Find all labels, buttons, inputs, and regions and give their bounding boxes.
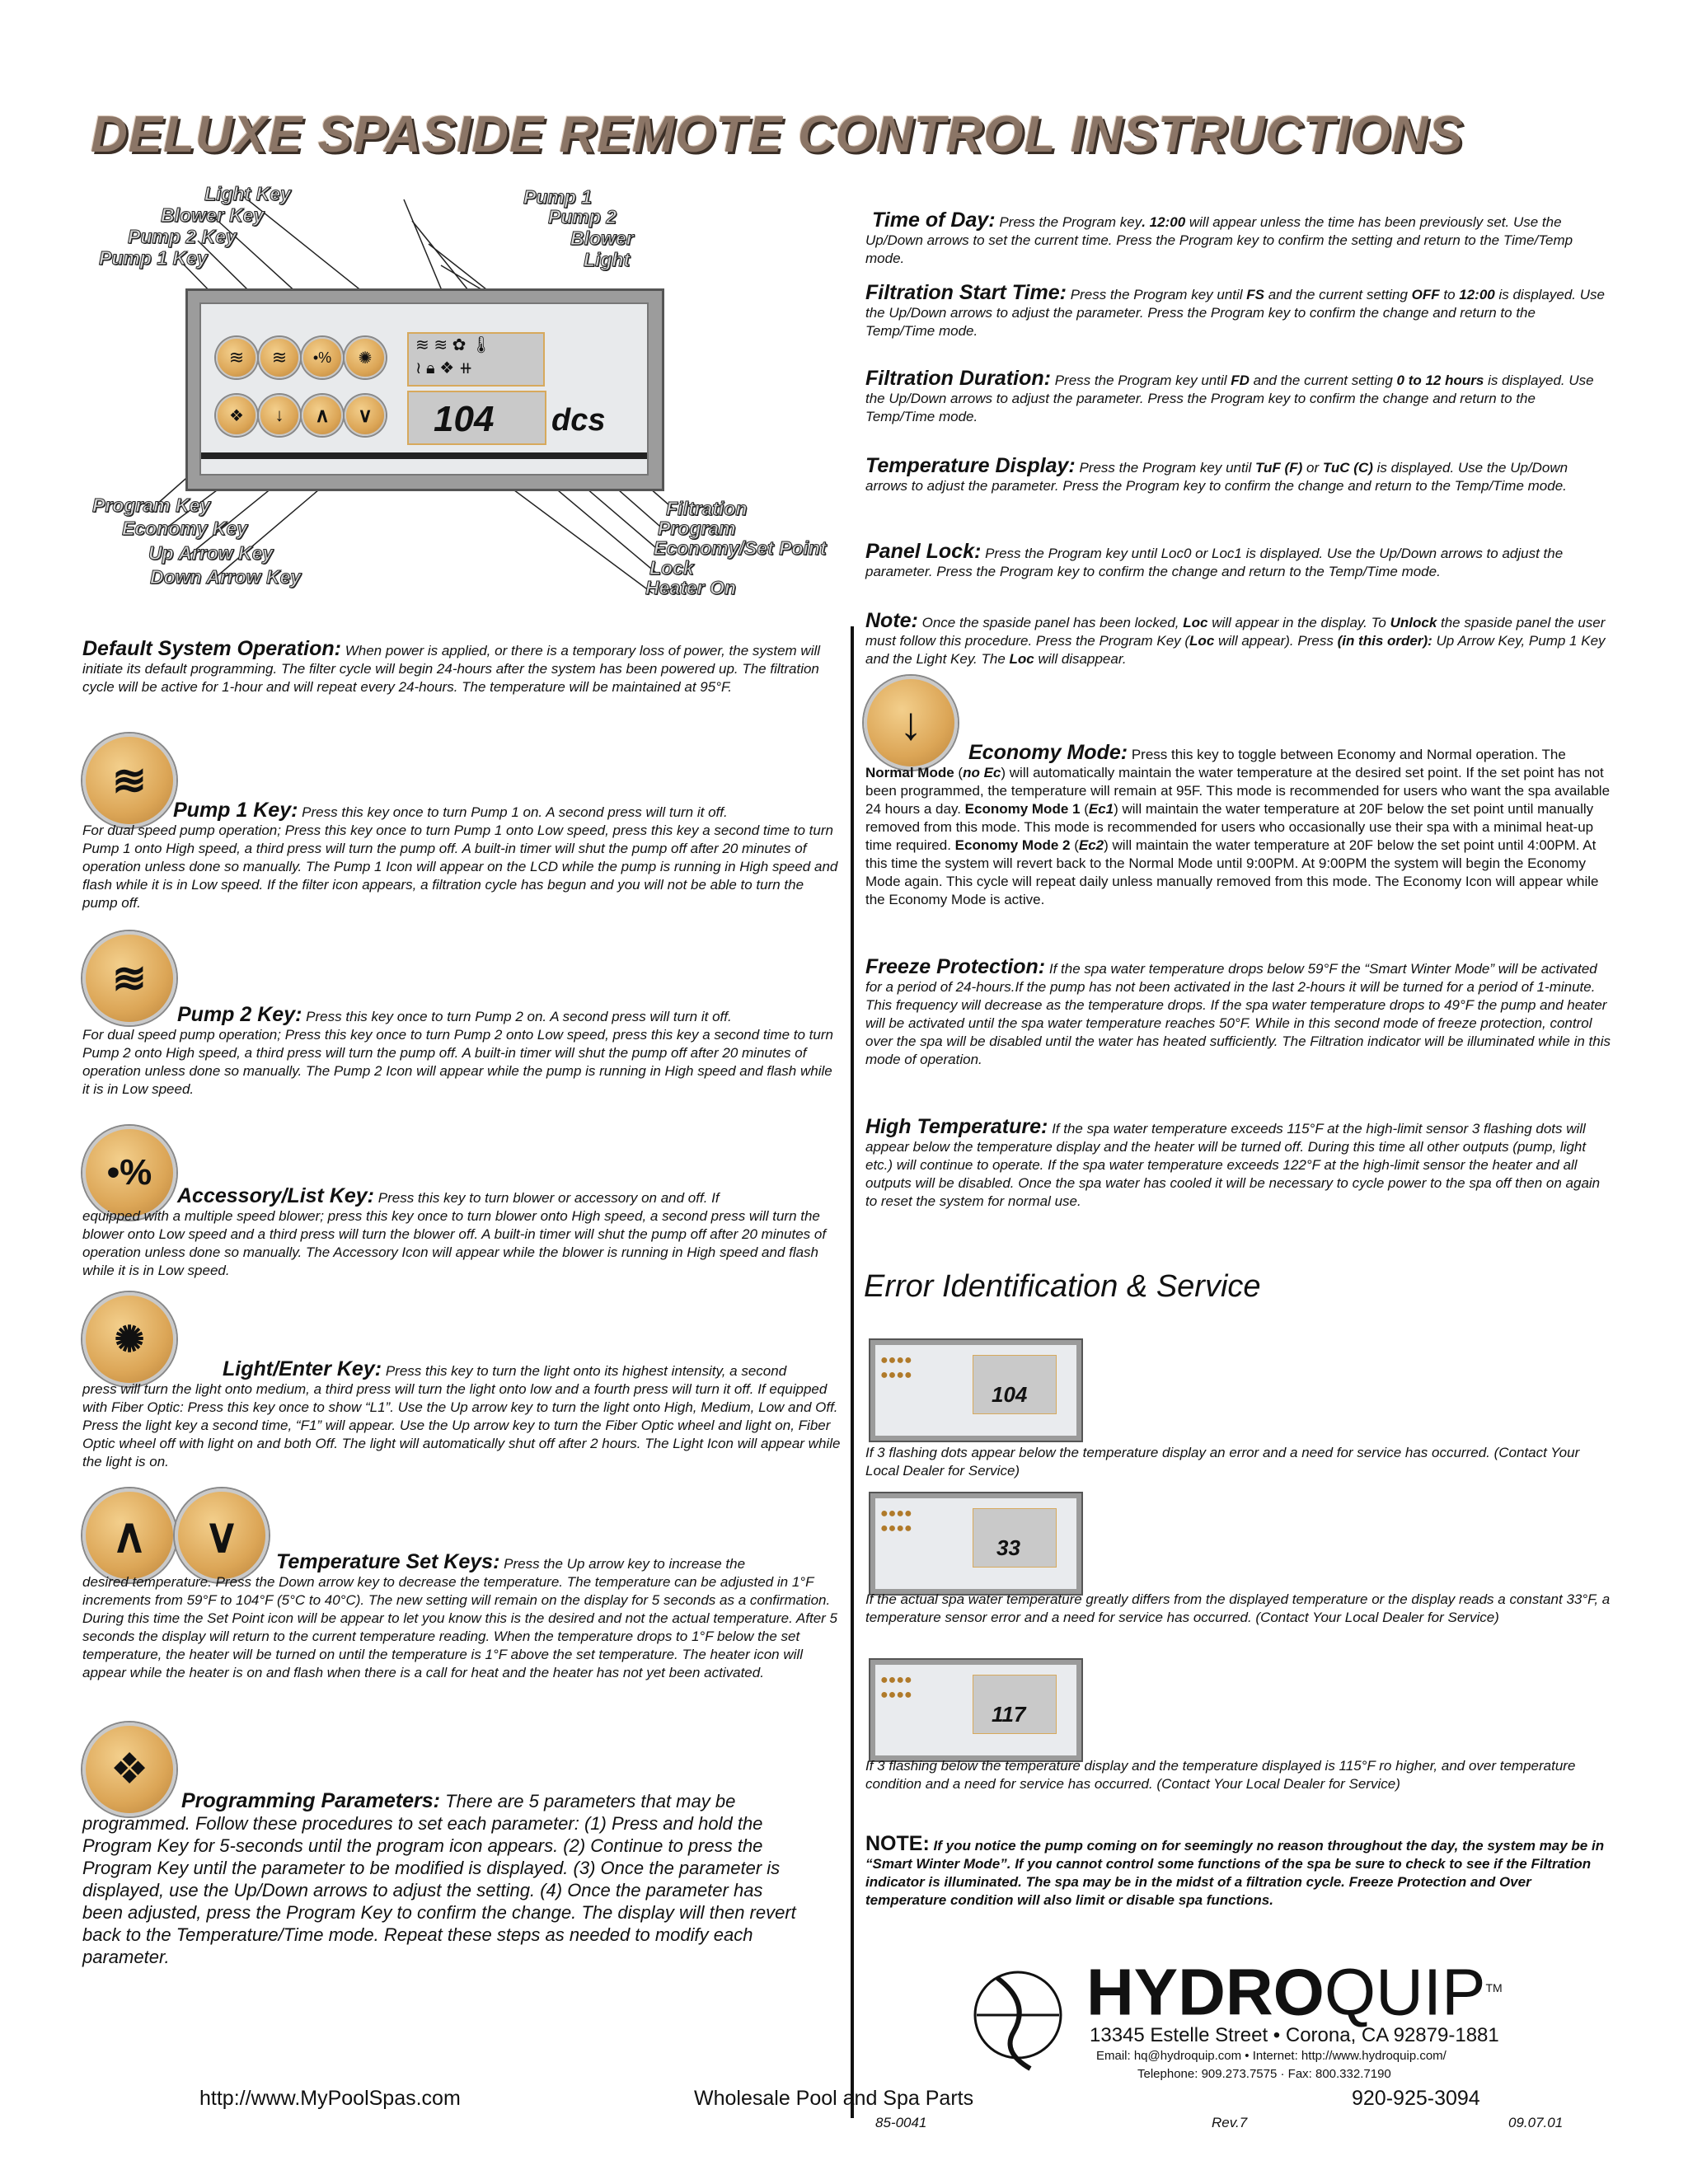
label-down-arrow-key: Down Arrow Key — [150, 566, 302, 588]
pump2-key-icon[interactable]: ≋ — [216, 337, 257, 378]
section-filtration-start — [865, 281, 1607, 340]
error-text-2: If the actual spa water temperature greatly differs from the displayed temperature or the display reads a constant 33°F, a temperature sensor error and a need for service has occurred. (Contact Your Local Dealer for Service) — [865, 1591, 1611, 1625]
time-text-2: will appear unless the time has been previously set. Use the Up/Down arrows to set the current time. Press the Program key to confirm the setting and return to the Time/Temp mode. — [865, 214, 1573, 266]
fdur-code: FD — [1231, 373, 1250, 388]
note-unlock: Unlock — [1390, 615, 1437, 630]
error-heading: Error Identification & Service — [864, 1269, 1261, 1304]
economy-text-4: ( — [1080, 801, 1089, 817]
section-pump1 — [82, 801, 841, 912]
note-text-6: will disappear. — [1034, 651, 1127, 667]
label-light: Light — [584, 249, 631, 270]
footer-revision: Rev.7 — [1212, 2115, 1248, 2130]
section-pump2 — [82, 1005, 841, 1099]
label-filtration: Filtration — [666, 498, 748, 519]
note-text-5: Up Arrow Key, Pump 1 Key and the Light Key. The — [865, 633, 1606, 667]
down-key-large-icon: ∨ — [175, 1488, 269, 1582]
note-heading: Note: — [865, 609, 918, 632]
economy-key-large-icon: ↓ — [864, 676, 958, 770]
label-lock: Lock — [649, 557, 694, 579]
label-economy-key: Economy Key — [122, 518, 248, 539]
footer-tagline: Wholesale Pool and Spa Parts — [694, 2087, 974, 2110]
final-note-heading: NOTE: — [865, 1832, 930, 1855]
label-pump1: Pump 1 — [523, 186, 593, 208]
economy-mode-1: Economy Mode 1 — [964, 801, 1081, 817]
fstart-time: 12:00 — [1459, 287, 1495, 302]
light-key-icon[interactable]: ✺ — [345, 337, 386, 378]
section-temperature-set — [82, 1550, 841, 1682]
footer-date: 09.07.01 — [1508, 2115, 1564, 2130]
section-filtration-duration — [865, 369, 1607, 426]
programming-heading: Programming Parameters: — [181, 1789, 441, 1812]
error-panel-3: ●●●● ●●●● 117 — [870, 1660, 1081, 1760]
note-loc-3: Loc — [1009, 651, 1034, 667]
economy-ec1: Ec1 — [1088, 801, 1114, 817]
economy-mode-2: Economy Mode 2 — [954, 837, 1071, 853]
dcs-logo: dcs — [551, 403, 606, 438]
label-blower-key: Blower Key — [161, 204, 265, 226]
up-key-large-icon: ∧ — [82, 1488, 176, 1582]
pump1-heading: Pump 1 Key: — [173, 799, 298, 822]
lock-heading: Panel Lock: — [865, 540, 982, 563]
section-high-temperature — [865, 1115, 1607, 1211]
fstart-text-3: to — [1439, 287, 1460, 302]
section-time-of-day — [865, 211, 1607, 268]
programming-body: programmed. Follow these procedures to set each parameter: (1) Press and hold the Program Key for 5-seconds until the program icon appears. (2) Continue to press the Program Key until the parameter to be modified is displayed. (3) Once the parameter is displayed, use the Up/Down arrows to adjust the setting. (4) Once the parameter has been adjusted, press the Program Key to confirm the change. The display will then revert back to the Temperature/Time mode. Repeat these steps as needed to modify each parameter. — [82, 1813, 796, 1967]
section-programming — [82, 1790, 808, 1968]
column-divider — [851, 626, 854, 2118]
section-accessory — [82, 1184, 841, 1280]
pump1-key-large-icon: ≋ — [82, 733, 176, 827]
final-note-body: If you notice the pump coming on for seemingly no reason throughout the day, the system may be in “Smart Winter Mode”. If you cannot control some functions of the spa be sure to check to see if the Filtration indicator is illuminated. The spa may be in the midst of a filtration cycle. Freeze Protection and Over temperature condition will also limit or disable spa functions. — [865, 1838, 1605, 1908]
note-text-2: will appear in the display. To — [1207, 615, 1390, 630]
time-text-1: Press the Program key — [999, 214, 1142, 230]
blower-key-icon[interactable]: •% — [302, 337, 343, 378]
economy-text-5: ) will maintain the water temperature at 20F below the set point until manually removed from this mode. This mode is recommended for users who occasionally use their spa with a minimal heat-up time required. — [865, 801, 1594, 853]
high-body: If the spa water temperature exceeds 115°F at the high-limit sensor 3 flashing dots will appear below the temperature display and the heater will be turned off. During this time all other outputs (pump, light etc.) will continue to operate. If the spa water temperature exceeds 122°F at the high-limit sensor the heater and all outputs will be disabled. Once the spa water has cooled it will be necessary to cycle power to the spa off then on again to reset the system for normal use. — [865, 1121, 1601, 1209]
temp-body: desired temperature. Press the Down arrow key to decrease the temperature. The temperature can be adjusted in 1°F increments from 59°F to 104°F (5°C to 40°C). The new setting will remain on the display for 5 seconds as a confirmation. During this time the Set Point icon will be appear to let you know this is the desired and not the actual temperature. After 5 seconds the display will return to the current temperature reading. When the temperature drops to 1°F below the set temperature, the heater will be turned on until the temperature is 1°F above the set temperature. The heater icon will appear while the heater is on and flash when there is a call for heat and the heater has not yet been activated. — [82, 1574, 837, 1680]
note-loc-1: Loc — [1183, 615, 1208, 630]
label-light-key: Light Key — [204, 183, 291, 204]
fdur-heading: Filtration Duration: — [865, 367, 1051, 390]
section-note — [865, 609, 1607, 668]
default-body: When power is applied, or there is a temporary loss of power, the system will initiate its default programming. The filter cycle will begin 24-hours after the system has been powered up. The filtration cycle will be active for 1-hour and will repeat every 24-hours. The temperature will be maintained at 95°F. — [82, 643, 821, 695]
label-economy-set-point: Economy/Set Point — [654, 537, 827, 559]
label-up-arrow-key: Up Arrow Key — [148, 542, 274, 564]
pump2-lead: Press this key once to turn Pump 2 on. A second press will turn it off. — [306, 1009, 732, 1024]
label-program: Program — [658, 518, 736, 539]
freeze-heading: Freeze Protection: — [865, 955, 1046, 978]
label-program-key: Program Key — [92, 494, 211, 516]
label-pump2-key: Pump 2 Key — [128, 226, 237, 247]
fdur-range: 0 to 12 hours — [1396, 373, 1484, 388]
program-key-icon[interactable]: ❖ — [216, 395, 257, 436]
pump1-lead: Press this key once to turn Pump 1 on. A second press will turn it off. — [302, 804, 728, 820]
label-pump1-key: Pump 1 Key — [99, 247, 208, 269]
error-display-2: 33 — [996, 1535, 1020, 1560]
logo-contact: Email: hq@hydroquip.com • Internet: http://www.hydroquip.com/ — [1096, 2049, 1447, 2063]
logo-phone: Telephone: 909.273.7575 · Fax: 800.332.7190 — [1137, 2067, 1391, 2081]
note-text-4: will appear). Press — [1214, 633, 1338, 649]
economy-heading: Economy Mode: — [968, 741, 1128, 764]
error-panel-2: ●●●● ●●●● 33 — [870, 1493, 1081, 1594]
control-panel — [185, 288, 664, 491]
error-text-1: If 3 flashing dots appear below the temperature display an error and a need for service has occurred. (Contact Your Local Dealer for Service) — [865, 1445, 1580, 1479]
fstart-text-2: and the current setting — [1264, 287, 1412, 302]
up-arrow-key-icon[interactable]: ∧ — [302, 395, 343, 436]
lock-body: Press the Program key until Loc0 or Loc1 is displayed. Use the Up/Down arrows to adjust the parameter. Press the Program key to confirm the change and return to the Temp/Time mode. — [865, 546, 1564, 579]
high-heading: High Temperature: — [865, 1115, 1048, 1138]
tdisp-text-2: or — [1302, 460, 1323, 476]
pump2-heading: Pump 2 Key: — [177, 1003, 302, 1026]
tdisp-c: TuC (C) — [1322, 460, 1373, 476]
page-title: DELUXE SPASIDE REMOTE CONTROL INSTRUCTIONS — [91, 106, 1464, 163]
temp-heading: Temperature Set Keys: — [276, 1550, 500, 1573]
programming-lead: There are 5 parameters that may be — [445, 1791, 736, 1811]
lcd-display — [407, 391, 546, 445]
economy-normal: Normal Mode — [865, 765, 954, 780]
error-display-1: 104 — [992, 1382, 1028, 1407]
logo-tm: TM — [1485, 1981, 1503, 1994]
economy-text-3: ) will automatically maintain the water temperature at the desired set point. If the set point has not been programmed, the temperature will remain at 95F. This mode is recommended for users who want the spa available 24 hours a day. — [865, 765, 1611, 817]
section-light — [82, 1357, 841, 1471]
fdur-text-1: Press the Program key until — [1054, 373, 1231, 388]
light-heading: Light/Enter Key: — [223, 1357, 382, 1380]
note-loc-2: Loc — [1189, 633, 1215, 649]
fdur-text-3: is displayed. Use the Up/Down arrows to adjust the parameter. Press the Program key to confirm the change and return to the Temp/Time mode. — [865, 373, 1594, 424]
pump2-body: For dual speed pump operation; Press this key once to turn Pump 2 onto Low speed, press this key a second time to turn Pump 2 onto High speed, a third press will turn the pump off. A built-in timer will shut the pump off after 20 minutes of operation unless done so manually. The Pump 2 Icon will appear while the pump is running in High speed and flash while it is in Low speed. — [82, 1027, 833, 1097]
label-blower: Blower — [570, 227, 634, 249]
error-text-3: If 3 flashing below the temperature display and the temperature displayed is 115°F ro higher, and over temperature condition and a need for service has occurred. (Contact Your Local Dealer for Service) — [865, 1758, 1576, 1792]
note-text-1: Once the spaside panel has been locked, — [921, 615, 1184, 630]
time-value: . 12:00 — [1142, 214, 1186, 230]
logo-hydro: HYDRO — [1086, 1955, 1325, 2029]
panel-stripe — [201, 452, 647, 459]
pump2-key-large-icon: ≋ — [82, 931, 176, 1025]
section-economy-mode — [865, 743, 1611, 909]
accessory-lead: Press this key to turn blower or accessory on and off. If — [377, 1190, 720, 1206]
lcd-temperature: 104 — [434, 399, 495, 439]
economy-text-7: ) will maintain the water temperature at 20F below the set point until 4:00PM. At this time the system will revert back to the Normal Mode until 9:00PM. At 9:00PM the system will begin the Economy Mode again. This cycle will repeat daily unless manually removed from this mode. The Economy Icon will appear while the Economy Mode is active. — [865, 837, 1599, 907]
error-display-3: 117 — [992, 1702, 1026, 1727]
economy-text-2: ( — [954, 765, 964, 780]
tdisp-heading: Temperature Display: — [865, 454, 1076, 477]
panel-diagram — [66, 173, 827, 602]
footer-phone: 920-925-3094 — [1352, 2087, 1480, 2110]
logo-quip: QUIP — [1324, 1955, 1486, 2029]
tdisp-text-3: is displayed. Use the Up/Down arrows to adjust the parameter. Press the Program key to confirm the change and return to the Temp/Time mode. — [865, 460, 1568, 494]
fstart-heading: Filtration Start Time: — [865, 281, 1067, 304]
section-final-note — [865, 1832, 1607, 1910]
default-heading: Default System Operation: — [82, 637, 341, 660]
program-key-large-icon: ❖ — [82, 1722, 176, 1816]
section-freeze-protection — [865, 955, 1611, 1069]
fstart-text-4: is displayed. Use the Up/Down arrows to adjust the parameter. Press the Program key to confirm the change and return to the Temp/Time mode. — [865, 287, 1605, 339]
hydroquip-logo — [964, 1953, 1541, 2081]
fstart-off: OFF — [1411, 287, 1440, 302]
lcd-icons: ≋ ≋ ✿ 🌡︎ ≀ 🔒︎ ❖ ⧺ — [407, 332, 545, 387]
hydroquip-emblem-icon — [964, 1953, 1080, 2077]
economy-ec2: Ec2 — [1078, 837, 1104, 853]
economy-text-1: Press this key to toggle between Economy and Normal operation. The — [1131, 747, 1566, 762]
economy-key-icon[interactable]: ↓ — [259, 395, 300, 436]
accessory-key-large-icon: •% — [82, 1126, 176, 1220]
note-order: (in this order): — [1337, 633, 1432, 649]
accessory-heading: Accessory/List Key: — [177, 1184, 375, 1207]
pump1-body: For dual speed pump operation; Press this key once to turn Pump 1 onto Low speed, press this key a second time to turn Pump 1 onto High speed, a third press will turn the pump off. A built-in timer will shut the pump off after 20 minutes of operation unless done so manually. The Pump 1 Icon will appear on the LCD while the pump is running in High speed and flash while it is in Low speed. If the filter icon appears, a filtration cycle has begun and you will not be able to turn the pump off. — [82, 823, 838, 911]
logo-address: 13345 Estelle Street • Corona, CA 92879-1881 — [1090, 2024, 1499, 2046]
section-temperature-display — [865, 454, 1607, 495]
fstart-text-1: Press the Program key until — [1070, 287, 1247, 302]
section-default-operation — [82, 637, 828, 696]
section-panel-lock — [865, 542, 1607, 581]
time-heading: Time of Day: — [872, 209, 996, 232]
temp-lead: Press the Up arrow key to increase the — [504, 1556, 746, 1572]
error-panel-1: ●●●● ●●●● 104 — [870, 1340, 1081, 1441]
light-key-large-icon: ✺ — [82, 1292, 176, 1386]
pump1-key-icon[interactable]: ≋ — [259, 337, 300, 378]
economy-text-6: ( — [1070, 837, 1079, 853]
note-text-3: the spaside panel the user must follow this procedure. Press the Program Key ( — [865, 615, 1606, 649]
footer-url[interactable]: http://www.MyPoolSpas.com — [199, 2087, 461, 2110]
light-lead: Press this key to turn the light onto its highest intensity, a second — [385, 1363, 787, 1379]
tdisp-f: TuF (F) — [1254, 460, 1303, 476]
fstart-code: FS — [1246, 287, 1265, 302]
light-body: press will turn the light onto medium, a third press will turn the light onto low and a fourth press will turn it off. If equipped with Fiber Optic: Press this key once to show “L1”. Use the Up arrow key to turn the light onto High, Medium, Low and Off. Press the light key a second time, “F1” will appear. Use the Up arrow key to turn the Fiber Optic wheel and light on, Fiber Optic wheel off with light on and both Off. The light will automatically shut off after 2 hours. The Light Icon will appear while the light is on. — [82, 1381, 841, 1469]
footer-part-number: 85-0041 — [875, 2115, 927, 2130]
label-heater-on: Heater On — [645, 577, 736, 598]
freeze-body: If the spa water temperature drops below 59°F the “Smart Winter Mode” will be activated for a period of 24-hours.If the pump has not been activated in the last 2-hours it will be turned for a period of 1-minute. This frequency will decrease as the temperature drops. If the spa water temperature drops to 49°F the pump and heater will be activated until the spa water temperature reaches 50°F. While in this second mode of freeze protection, control over the spa will be disabled until the water has heated sufficiently. The Filtration indicator will be illuminated while in this mode of operation. — [865, 961, 1611, 1067]
label-pump2: Pump 2 — [548, 206, 617, 227]
accessory-body: equipped with a multiple speed blower; press this key once to turn blower onto High speed, a second press will turn the blower onto Low speed and a third press will turn the blower off. A built-in timer will shut the pump off after 20 minutes of operation unless done so manually. The Accessory Icon will appear while the blower is running in High speed and flash while it is in Low speed. — [82, 1208, 827, 1278]
down-arrow-key-icon[interactable]: ∨ — [345, 395, 386, 436]
fdur-text-2: and the current setting — [1249, 373, 1397, 388]
economy-no-ec: no Ec — [963, 765, 1001, 780]
tdisp-text-1: Press the Program key until — [1079, 460, 1255, 476]
